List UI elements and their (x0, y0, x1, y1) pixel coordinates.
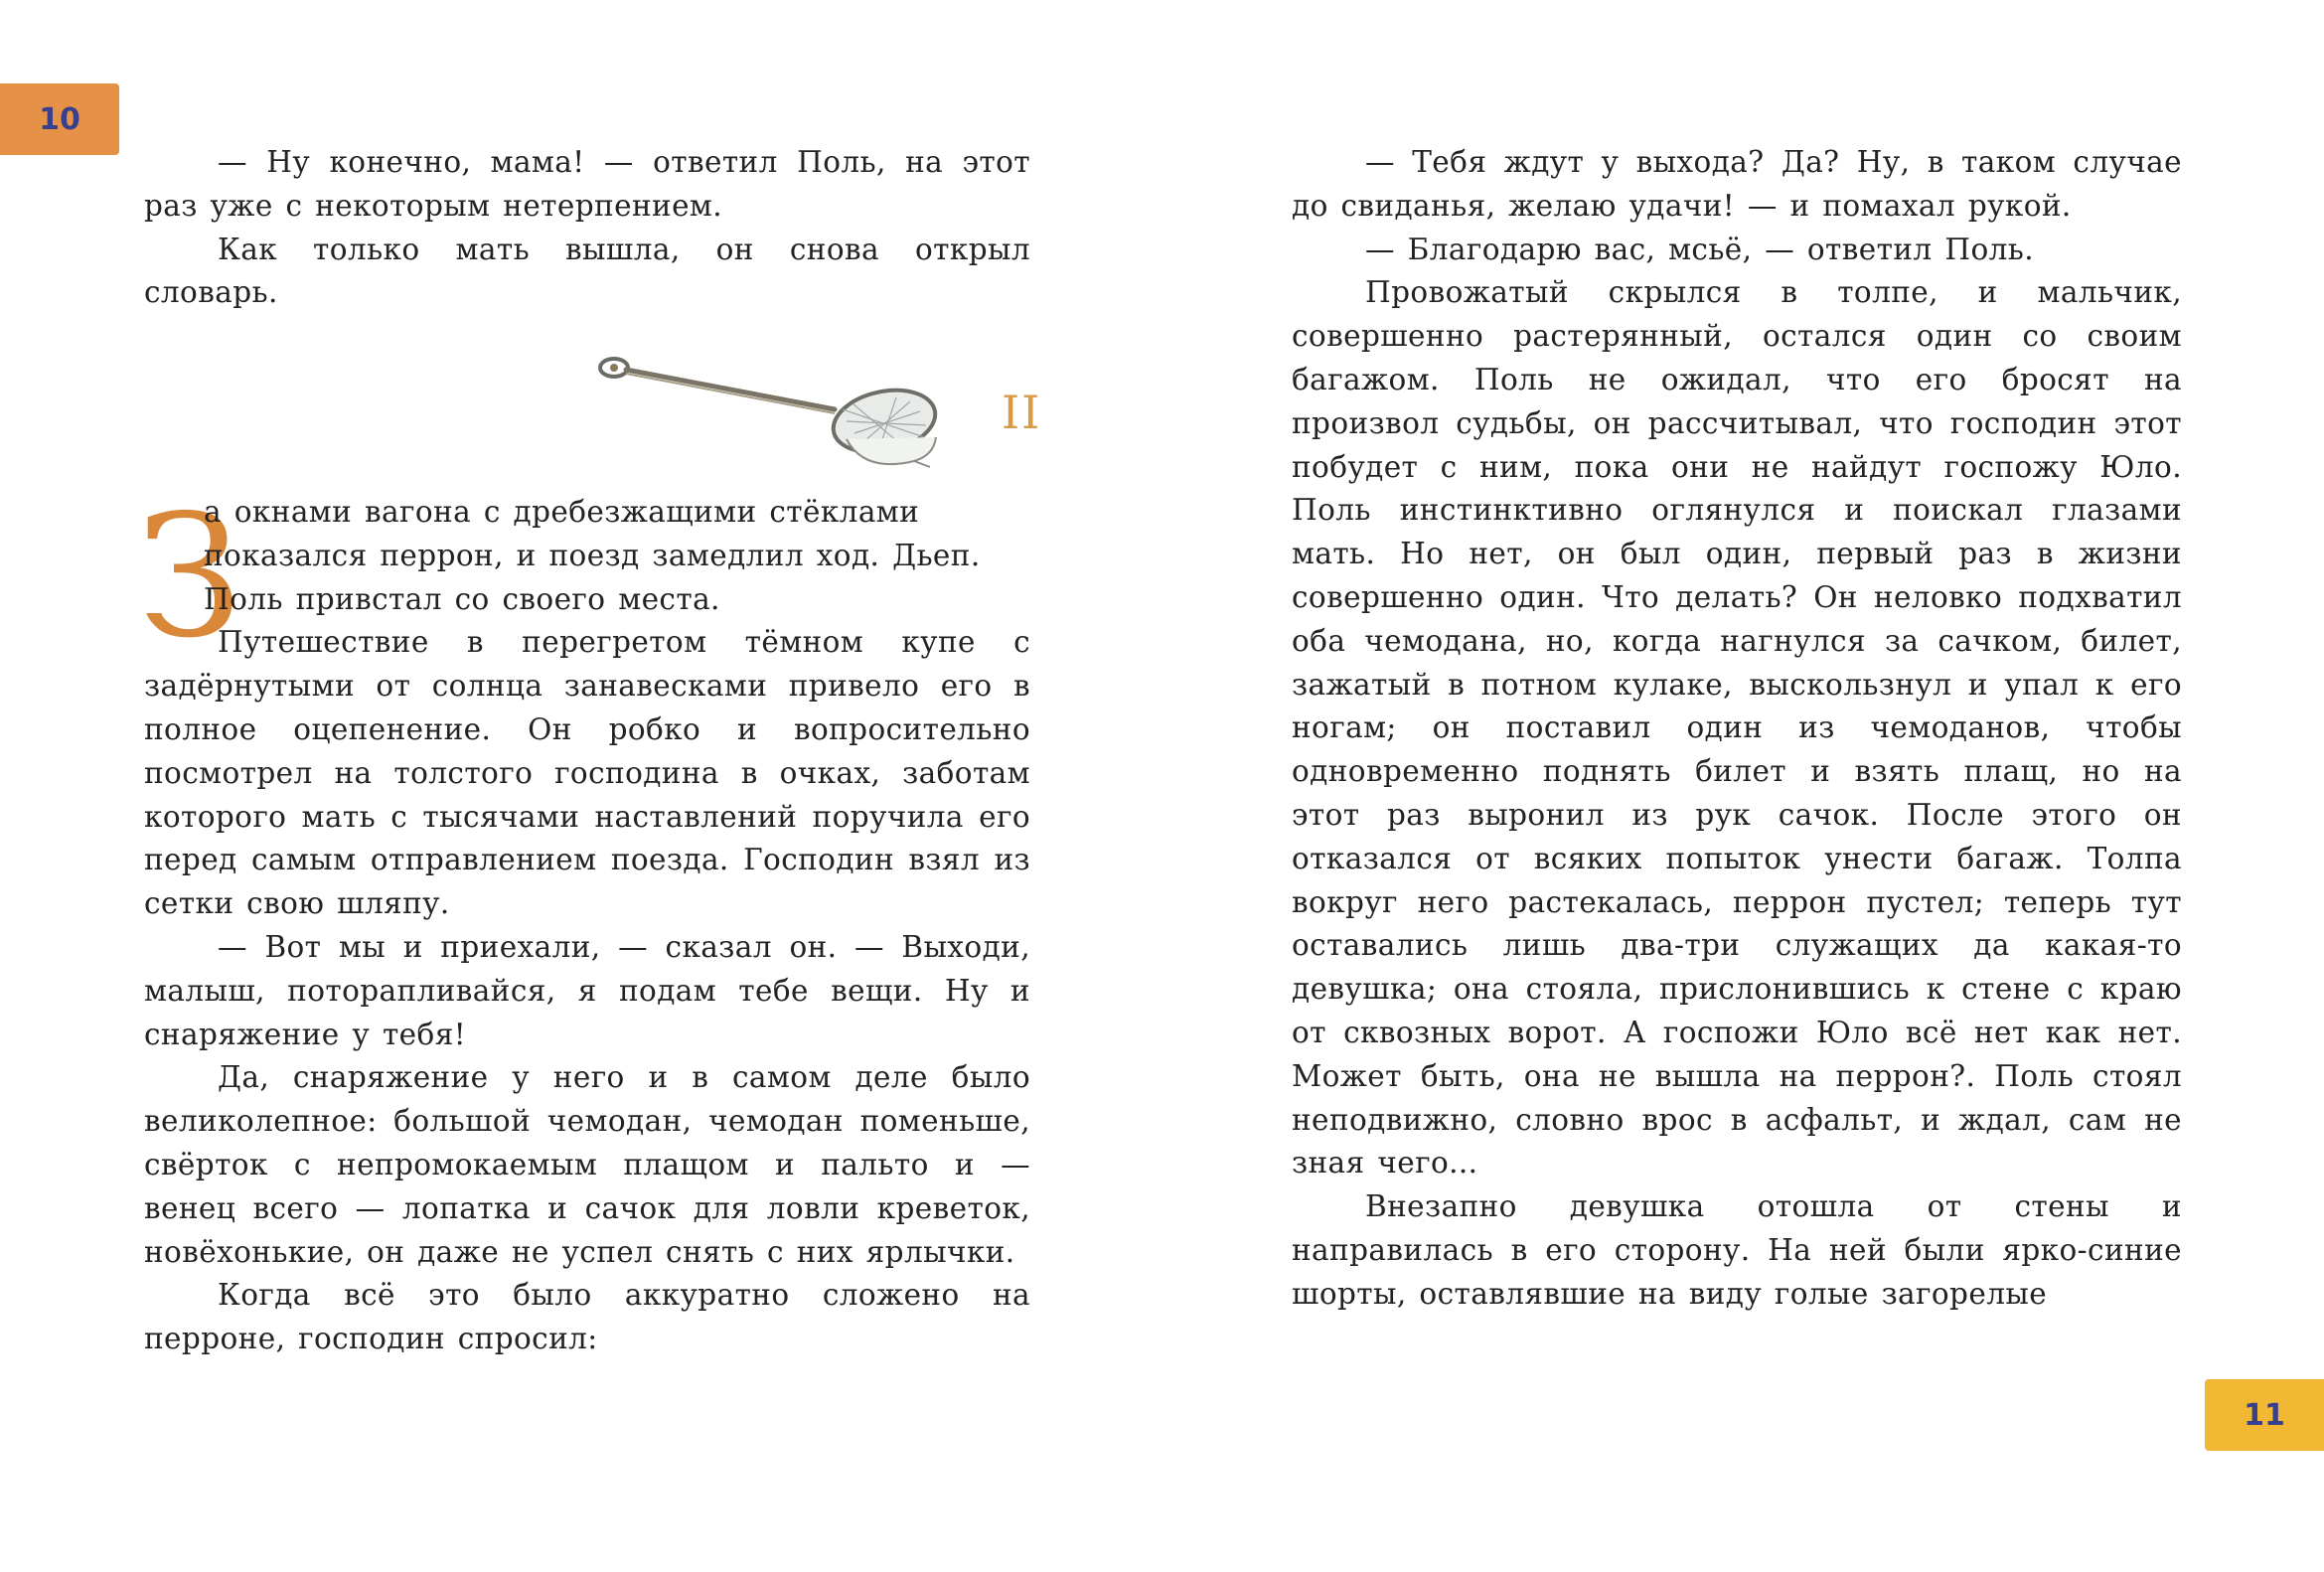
paragraph: — Тебя ждут у выхода? Да? Ну, в таком случае до свиданья, желаю удачи! — и помахал рукой. (1292, 145, 2182, 223)
page-number: 10 (39, 101, 80, 137)
paragraph: Путешествие в перегретом тёмном купе с задёрнутыми от солнца занавесками привело его в полное оцепенение. Он робко и вопросительно посмотрел на толстого господина в очках, заботам которого мать с тысячами наставлений поручила его перед самым отправлением поезда. Господин взял из сетки свою шляпу. (144, 625, 1030, 921)
paragraph: Внезапно девушка отошла от стены и направилась в его сторону. На ней были ярко-синие шорты, оставлявшие на виду голые загорелые (1292, 1189, 2182, 1311)
paragraph: Провожатый скрылся в толпе, и мальчик, совершенно растерянный, остался один со своим багажом. Поль не ожидал, что его бросят на произвол судьбы, он рассчитывал, что господин этот побудет с ним, пока они не найдут госпожу Юло. Поль инстинктивно оглянулся и поискал глазами мать. Но нет, он был один, первый раз в жизни совершенно один. Что делать? Он неловко подхватил оба чемодана, но, когда нагнулся за сачком, билет, зажатый в потном кулаке, выскользнул и упал к его ногам; он поставил один из чемоданов, чтобы одновременно поднять билет и взять плащ, но на этот раз выронил из рук сачок. После этого он отказался от всяких попыток унести багаж. Толпа вокруг него растекалась, перрон пустел; теперь тут оставались лишь два-три служащих да какая-то девушка; она стояла, прислонившись к стене с краю от сквозных ворот. А госпожи Юло всё нет как нет. Может быть, она не вышла на перрон?. Поль стоял неподвижно, словно врос в асфальт, и ждал, сам не зная чего... (1292, 275, 2182, 1180)
paragraph: Да, снаряжение у него и в самом деле было великолепное: большой чемодан, чемодан поменьше, свёрток с непромокаемым плащом и пальто и — венец всего — лопатка и сачок для ловли креветок, новёхонькие, он даже не успел снять с них ярлычки. (144, 1060, 1030, 1269)
paragraph: — Благодарю вас, мсьё, — ответил Поль. (1365, 232, 2034, 266)
right-page (1162, 0, 2324, 1572)
paragraph: — Ну конечно, мама! — ответил Поль, на этот раз уже с некоторым нетерпением. (144, 145, 1030, 223)
paragraph: Как только мать вышла, он снова открыл словарь. (144, 232, 1030, 310)
paragraph: Когда всё это было аккуратно сложено на перроне, господин спросил: (144, 1278, 1030, 1356)
chapter-number: II (1002, 386, 1042, 439)
page-number-tab-right (2205, 1379, 2324, 1451)
chapter-text (144, 491, 1030, 1361)
paragraph: — Вот мы и приехали, — сказал он. — Выходи, малыш, поторапливайся, я подам тебе вещи. Ну и снаряжение у тебя! (144, 929, 1030, 1051)
page-number: 11 (2244, 1397, 2285, 1433)
shrimp-net-icon (586, 338, 964, 477)
dropcap-line: а окнами вагона с дребезжащими стёклами (204, 495, 920, 529)
intro-text (144, 141, 1030, 315)
dropcap-line: Поль привстал со своего места. (204, 581, 720, 616)
right-page-text (1292, 141, 2182, 1317)
dropcap-line: показался перрон, и поезд замедлил ход. Дьеп. (204, 538, 981, 572)
page-number-tab-left (0, 83, 119, 155)
dropcap-letter: З (137, 479, 242, 676)
